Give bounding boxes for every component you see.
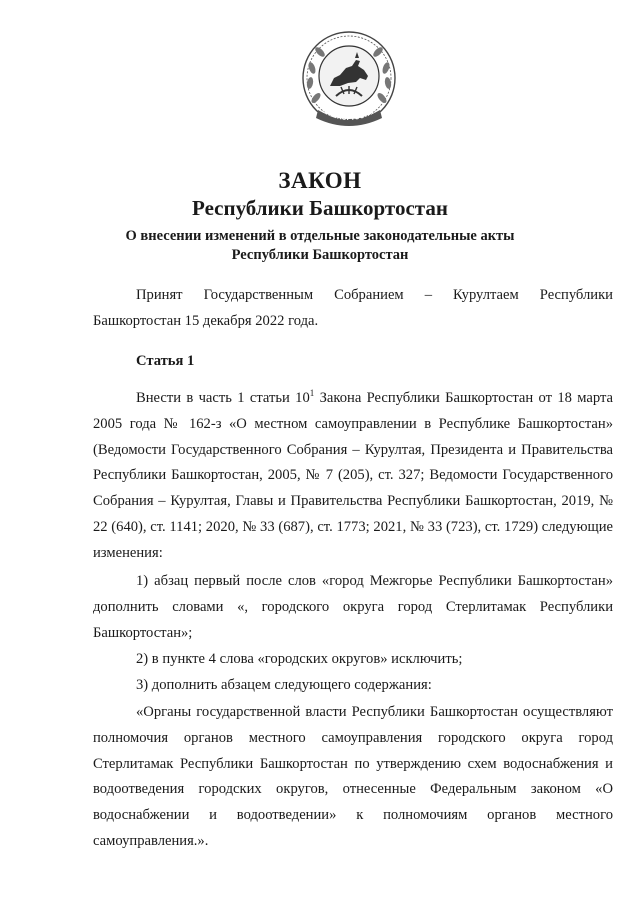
amendment-item-2: 2) в пункте 4 слова «городских округов» исключить; — [136, 651, 463, 667]
emblem-motto: БАШКОРТОСТАН — [320, 107, 378, 123]
amendment-item-1: 1) абзац первый после слов «город Межгорье Республики Башкортостан» дополнить словами «, городского округа город Стерлитамак Республики Башкортостан»; — [93, 573, 613, 641]
article-intro-part-1: Внести в часть 1 статьи 10 — [136, 390, 310, 406]
bashkortostan-coat-of-arms-icon — [300, 28, 398, 136]
document-title: ЗАКОН — [278, 168, 362, 193]
document-subtitle: Республики Башкортостан — [192, 196, 448, 220]
article-intro — [93, 386, 613, 567]
adoption-note: Принят Государственным Собранием – Курултаем Республики Башкортостан 15 декабря 2022 года. — [93, 287, 613, 329]
document-heading-line-1: О внесении изменений в отдельные законодательные акты — [125, 228, 515, 244]
amendment-item-3: 3) дополнить абзацем следующего содержания: — [136, 677, 432, 693]
article-intro-part-2: Закона Республики Башкортостан от 18 марта 2005 года № 162-з «О местном самоуправлении в Республике Башкортостан» (Ведомости Государственного Собрания – Курултая, Президента и Правительства Республики Башкортостан, 2005, № 7 (205), ст. 327; Ведомости Государственного Собрания – Курултая, Главы и Правительства Республики Башкортостан, 2019, № 22 (640), ст. 1141; 2020, № 33 (687), ст. 1773; 2021, № 33 (723), ст. 1729) следующие изменения: — [93, 390, 613, 561]
article-intro-superscript: 1 — [309, 388, 315, 399]
document-heading-line-2: Республики Башкортостан — [231, 247, 409, 263]
article-title: Статья 1 — [136, 353, 195, 369]
amendment-quote: «Органы государственной власти Республики Башкортостан осуществляют полномочия органов местного самоуправления городского округа город Стерлитамак Республики Башкортостан по утверждению схем водоснабжения и водоотведения городских округов, отнесенные Федеральным законом «О водоснабжении и водоотведении» к полномочиям органов местного самоуправления.». — [93, 704, 613, 849]
